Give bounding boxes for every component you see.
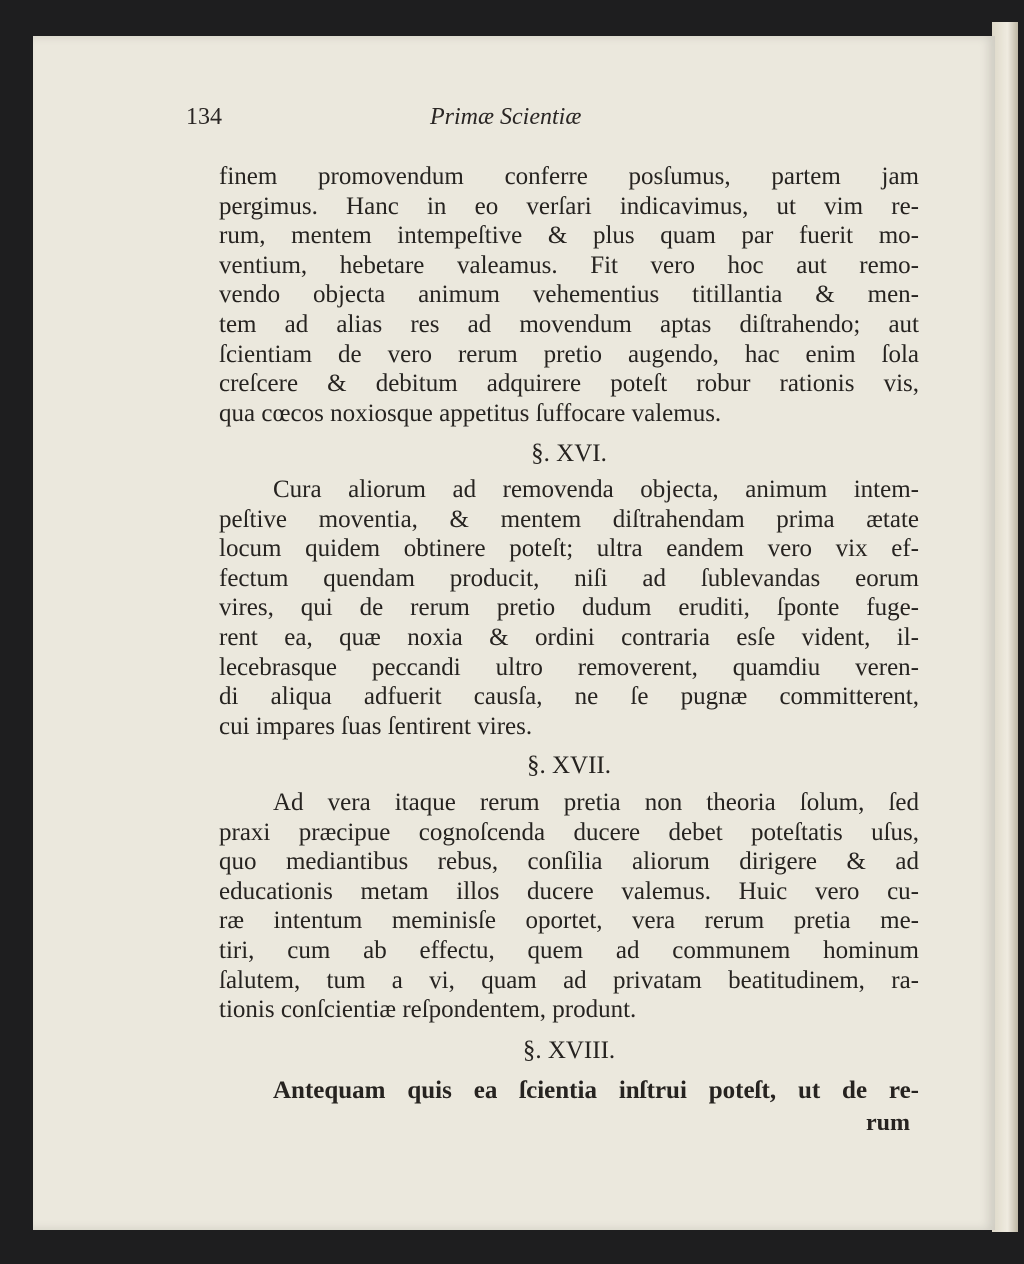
text-line: ræ intentum meminisſe oportet, vera rerum pretia me- (219, 907, 919, 935)
text-line: vendo objecta animum vehementius titillantia & men- (219, 281, 919, 309)
section-xviii-paragraph (219, 1076, 919, 1106)
catchword: rum (866, 1110, 910, 1136)
text-line: vires, qui de rerum pretio dudum eruditi, ſponte fuge- (219, 594, 919, 622)
text-line: di aliqua adfuerit causſa, ne ſe pugnæ committerent, (219, 683, 919, 711)
text-line: educationis metam illos ducere valemus. Huic vero cu- (219, 877, 919, 905)
paragraph-continuation (219, 162, 919, 428)
text-line: locum quidem obtinere poteſt; ultra eandem vero vix ef- (219, 535, 919, 563)
page-edge (992, 22, 1018, 1232)
text-line: quo mediantibus rebus, conſilia aliorum dirigere & ad (219, 848, 919, 876)
text-line: fectum quendam producit, niſi ad ſublevandas eorum (219, 564, 919, 592)
text-line: rent ea, quæ noxia & ordini contraria esſe vident, il- (219, 623, 919, 651)
section-xvii-paragraph (219, 788, 919, 1025)
text-line: ſcientiam de vero rerum pretio augendo, hac enim ſola (219, 340, 919, 368)
text-line: tem ad alias res ad movendum aptas diſtrahendo; aut (219, 310, 919, 338)
text-line: lecebrasque peccandi ultro removerent, quamdiu veren- (219, 653, 919, 681)
text-line: Ad vera itaque rerum pretia non theoria ſolum, ſed (273, 789, 919, 816)
text-line: finem promovendum conferre posſumus, partem jam (219, 163, 919, 190)
running-header (186, 104, 746, 138)
section-xvi-paragraph (219, 475, 919, 741)
page-number: 134 (186, 104, 222, 130)
text-line: creſcere & debitum adquirere poteſt robur rationis vis, (219, 370, 919, 398)
text-line: Antequam quis ea ſcientia inſtrui poteſt, ut de re- (273, 1077, 919, 1104)
text-line: qua cœcos noxiosque appetitus ſuffocare valemus. (219, 399, 722, 427)
section-heading-xvii: §. XVII. (526, 752, 611, 779)
text-line: pergimus. Hanc in eo verſari indicavimus, ut vim re- (219, 192, 919, 220)
text-line: Cura aliorum ad removenda objecta, animum intem- (273, 476, 919, 503)
text-line: rum, mentem intempeſtive & plus quam par fuerit mo- (219, 222, 919, 250)
text-line: praxi præcipue cognoſcenda ducere debet poteſtatis uſus, (219, 818, 919, 846)
section-heading-xvi: §. XVI. (531, 440, 607, 467)
text-line: ſalutem, tum a vi, quam ad privatam beatitudinem, ra- (219, 966, 919, 994)
text-line: peſtive moventia, & mentem diſtrahendam prima ætate (219, 505, 919, 533)
text-line: tionis conſcientiæ reſpondentem, produnt. (219, 996, 637, 1024)
running-title: Primæ Scientiæ (430, 104, 582, 130)
text-line: tiri, cum ab effectu, quem ad communem hominum (219, 936, 919, 964)
text-line: ventium, hebetare valeamus. Fit vero hoc aut remo- (219, 251, 919, 279)
section-heading-xviii: §. XVIII. (522, 1037, 616, 1064)
text-line: cui impares ſuas ſentirent vires. (219, 712, 533, 740)
